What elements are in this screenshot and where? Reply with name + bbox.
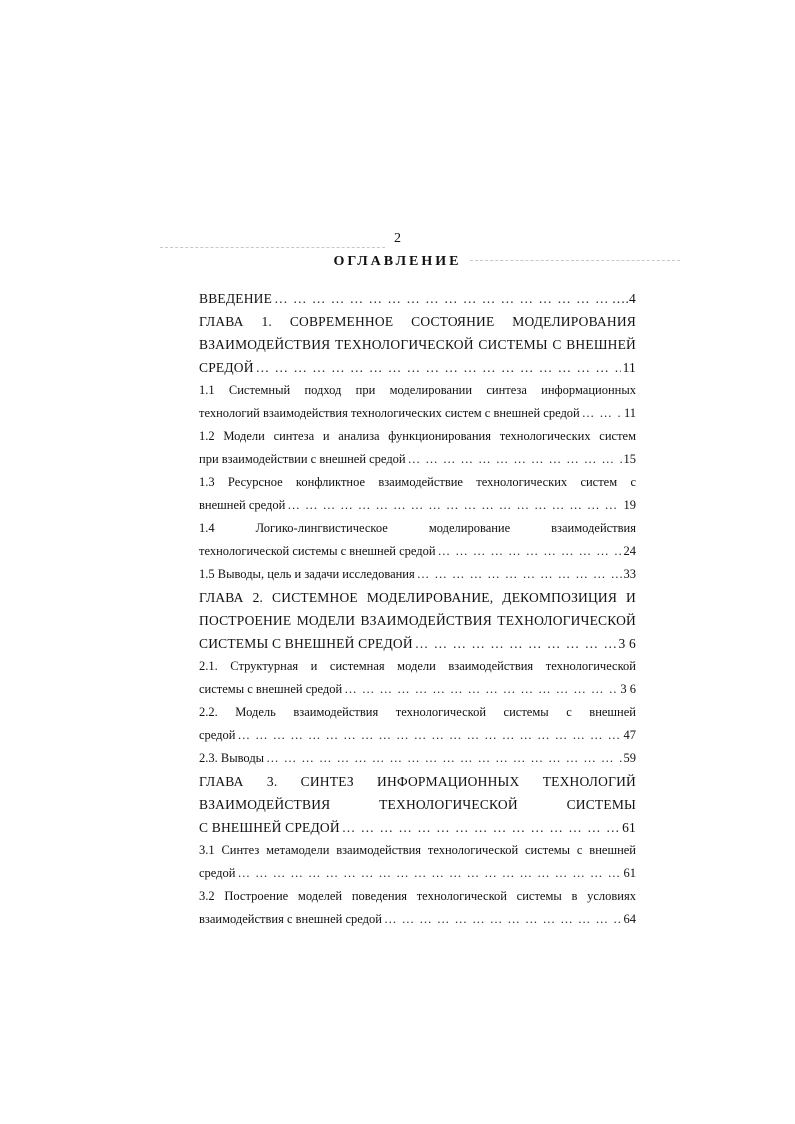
toc-entry-text: 2.3. Выводы — [199, 751, 265, 765]
toc-page-number: 11 — [623, 406, 636, 420]
toc-entry-text: при взаимодействии с внешней средой — [199, 452, 406, 466]
toc-page-number: 61 — [622, 820, 636, 835]
toc-entry-text: СИСТЕМЫ С ВНЕШНЕЙ СРЕДОЙ — [199, 636, 413, 651]
toc-entry-text: 3.1 Синтез метамодели взаимодействия технологической системы с внешней — [199, 843, 636, 857]
dot-leader — [237, 862, 621, 885]
toc-section-line — [199, 448, 636, 471]
toc-entry-text: средой — [199, 728, 236, 742]
dot-leader — [287, 494, 621, 517]
toc-entry-text: ГЛАВА 2. СИСТЕМНОЕ МОДЕЛИРОВАНИЕ, ДЕКОМПОЗИЦИЯ И — [199, 590, 636, 605]
toc-section-line — [199, 885, 636, 908]
toc-chapter-line — [199, 793, 636, 816]
dot-leader — [344, 678, 618, 701]
scan-artifact-line-left — [160, 247, 385, 248]
toc-entry-text: 2.1. Структурная и системная модели взаимодействия технологической — [199, 659, 636, 673]
toc-chapter-line — [199, 333, 636, 356]
toc-section-line — [199, 701, 636, 724]
toc-entry-text: ГЛАВА 1. СОВРЕМЕННОЕ СОСТОЯНИЕ МОДЕЛИРОВАНИЯ — [199, 314, 636, 329]
dot-leader — [415, 632, 617, 655]
toc-entry-text: ПОСТРОЕНИЕ МОДЕЛИ ВЗАИМОДЕЙСТВИЯ ТЕХНОЛОГИЧЕСКОЙ — [199, 613, 636, 628]
toc-section-line — [199, 517, 636, 540]
toc-title: ОГЛАВЛЕНИЕ — [333, 254, 462, 269]
toc-entry-text: 1.4 Логико-лингвистическое моделирование взаимодействия — [199, 521, 636, 535]
dot-leader — [266, 747, 621, 770]
toc-page-number: 33 — [623, 567, 636, 581]
toc-entry-text: 1.1 Системный подход при моделировании синтеза информационных — [199, 383, 636, 397]
page-number: 2 — [394, 231, 401, 246]
toc-entry-text: ВЗАИМОДЕЙСТВИЯ ТЕХНОЛОГИЧЕСКОЙ СИСТЕМЫ С ВНЕШНЕЙ — [199, 337, 636, 352]
toc-page-number: 59 — [623, 751, 636, 765]
toc-section-line — [199, 379, 636, 402]
toc-chapter-line — [199, 816, 636, 839]
toc-entry-text: ВВЕДЕНИЕ — [199, 291, 273, 306]
toc-section-line — [199, 908, 636, 931]
toc-entry-text: технологий взаимодействия технологических систем с внешней средой — [199, 406, 580, 420]
toc-page-number: 47 — [623, 728, 636, 742]
toc-entry-text: внешней средой — [199, 498, 286, 512]
toc-entry-text: 3.2 Построение моделей поведения технологической системы в условиях — [199, 889, 636, 903]
toc-section-line — [199, 839, 636, 862]
toc-entry-text: технологической системы с внешней средой — [199, 544, 436, 558]
dot-leader — [237, 724, 621, 747]
toc-section-line — [199, 425, 636, 448]
toc-entry-text: взаимодействия с внешней средой — [199, 912, 382, 926]
toc-page-number: 11 — [622, 360, 636, 375]
toc-entry-text: системы с внешней средой — [199, 682, 343, 696]
toc-entry-text: 1.3 Ресурсное конфликтное взаимодействие технологических систем с — [199, 475, 636, 489]
toc-section-line — [199, 862, 636, 885]
toc-section-line — [199, 678, 636, 701]
toc-page-number: 19 — [623, 498, 636, 512]
dot-leader — [274, 287, 610, 310]
toc-page-number: 3 6 — [618, 636, 636, 651]
dot-leader — [256, 356, 621, 379]
toc-entry-text: СРЕДОЙ — [199, 360, 254, 375]
toc-entry-text: 1.2 Модели синтеза и анализа функционирования технологических систем — [199, 429, 636, 443]
toc-chapter-line — [199, 310, 636, 333]
toc-page-number: 64 — [623, 912, 636, 926]
dot-leader — [342, 816, 620, 839]
toc-chapter-line — [199, 770, 636, 793]
toc-section-line — [199, 402, 636, 425]
dot-leader — [408, 448, 622, 471]
toc-entry-text: ВЗАИМОДЕЙСТВИЯ ТЕХНОЛОГИЧЕСКОЙ СИСТЕМЫ — [199, 797, 636, 812]
toc-section-line — [199, 747, 636, 770]
toc-section-line — [199, 540, 636, 563]
toc-entry-text: средой — [199, 866, 236, 880]
toc-chapter-line — [199, 356, 636, 379]
toc-chapter-line — [199, 287, 636, 310]
toc-chapter-line — [199, 609, 636, 632]
dot-leader — [438, 540, 622, 563]
toc-chapter-line — [199, 586, 636, 609]
dot-leader — [582, 402, 622, 425]
toc-section-line — [199, 494, 636, 517]
toc-section-line — [199, 563, 636, 586]
toc-entry-text: 1.5 Выводы, цель и задачи исследования — [199, 567, 415, 581]
toc-page-number: 15 — [623, 452, 636, 466]
dot-leader — [417, 563, 622, 586]
dot-leader — [384, 908, 622, 931]
toc-page-number: 24 — [623, 544, 636, 558]
table-of-contents — [199, 287, 636, 931]
toc-entry-text: С ВНЕШНЕЙ СРЕДОЙ — [199, 820, 340, 835]
toc-entry-text: 2.2. Модель взаимодействия технологической системы с внешней — [199, 705, 636, 719]
toc-section-line — [199, 655, 636, 678]
toc-chapter-line — [199, 632, 636, 655]
toc-page-number: ….4 — [611, 291, 636, 306]
toc-entry-text: ГЛАВА 3. СИНТЕЗ ИНФОРМАЦИОННЫХ ТЕХНОЛОГИЙ — [199, 774, 636, 789]
toc-section-line — [199, 724, 636, 747]
toc-section-line — [199, 471, 636, 494]
toc-page-number: 3 6 — [620, 682, 636, 696]
toc-page-number: 61 — [623, 866, 636, 880]
